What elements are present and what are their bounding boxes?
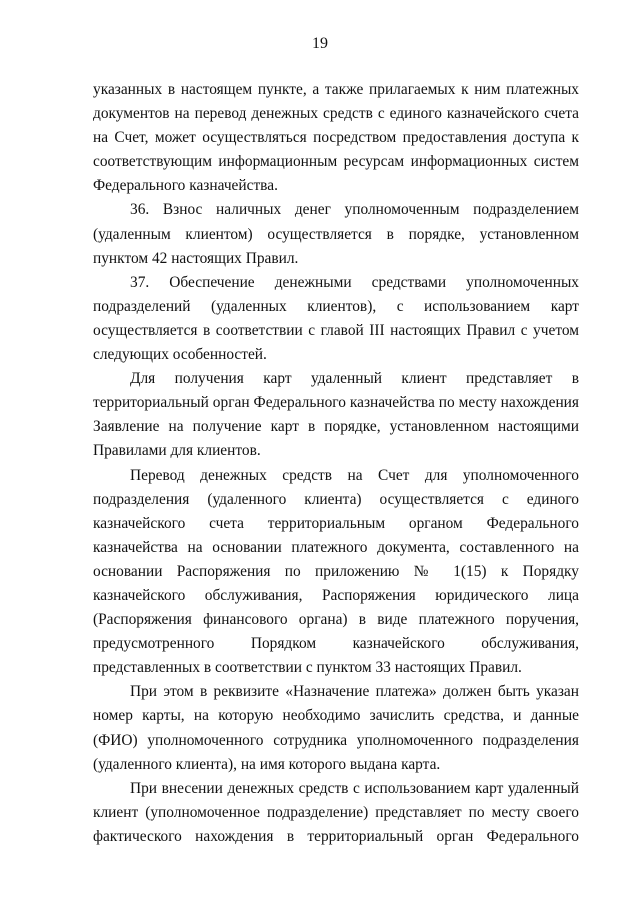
page-number: 19: [312, 35, 328, 52]
paragraph-item-37: 37. Обеспечение денежными средствами уполномоченных подразделений (удаленных клиентов), с использованием карт осуществляется в соответствии с главой III настоящих Правил с учетом следующих особенностей.: [93, 273, 579, 364]
document-body: [93, 78, 579, 849]
paragraph-card-application: Для получения карт удаленный клиент представляет в территориальный орган Федерального казначейства по месту нахождения Заявление на получение карт в порядке, установленном настоящими Правилами для клиентов.: [93, 370, 579, 460]
paragraph-cash-deposit: При внесении денежных средств с использованием карт удаленный клиент (уполномоченное подразделение) представляет по месту своего фактического нахождения в территориальный орган Федерального: [93, 779, 579, 845]
paragraph-payment-purpose: При этом в реквизите «Назначение платежа» должен быть указан номер карты, на которую необходимо зачислить средства, и данные (ФИО) уполномоченного сотрудника уполномоченного подразделения (удаленного клиента), на имя которого выдана карта.: [93, 683, 579, 773]
paragraph-continuation: указанных в настоящем пункте, а также прилагаемых к ним платежных документов на перевод денежных средств с единого казначейского счета на Счет, может осуществляться посредством предоставления доступа к соответствующим информационным ресурсам информационных систем Федерального казначейства.: [93, 81, 579, 195]
paragraph-funds-transfer: Перевод денежных средств на Счет для уполномоченного подразделения (удаленного клиента) осуществляется с единого казначейского счета территориальным органом Федерального казначейства на основании платежного документа, составленного на основании Распоряжения по приложению № 1(15) к Порядку казначейского обслуживания, Распоряжения юридического лица (Распоряжения финансового органа) в виде платежного поручения, предусмотренного Порядком казначейского обслуживания, представленных в соответствии с пунктом 33 настоящих Правил.: [93, 466, 579, 677]
paragraph-item-36: 36. Взнос наличных денег уполномоченным подразделением (удаленным клиентом) осуществляется в порядке, установленном пунктом 42 настоящих Правил.: [93, 201, 579, 267]
